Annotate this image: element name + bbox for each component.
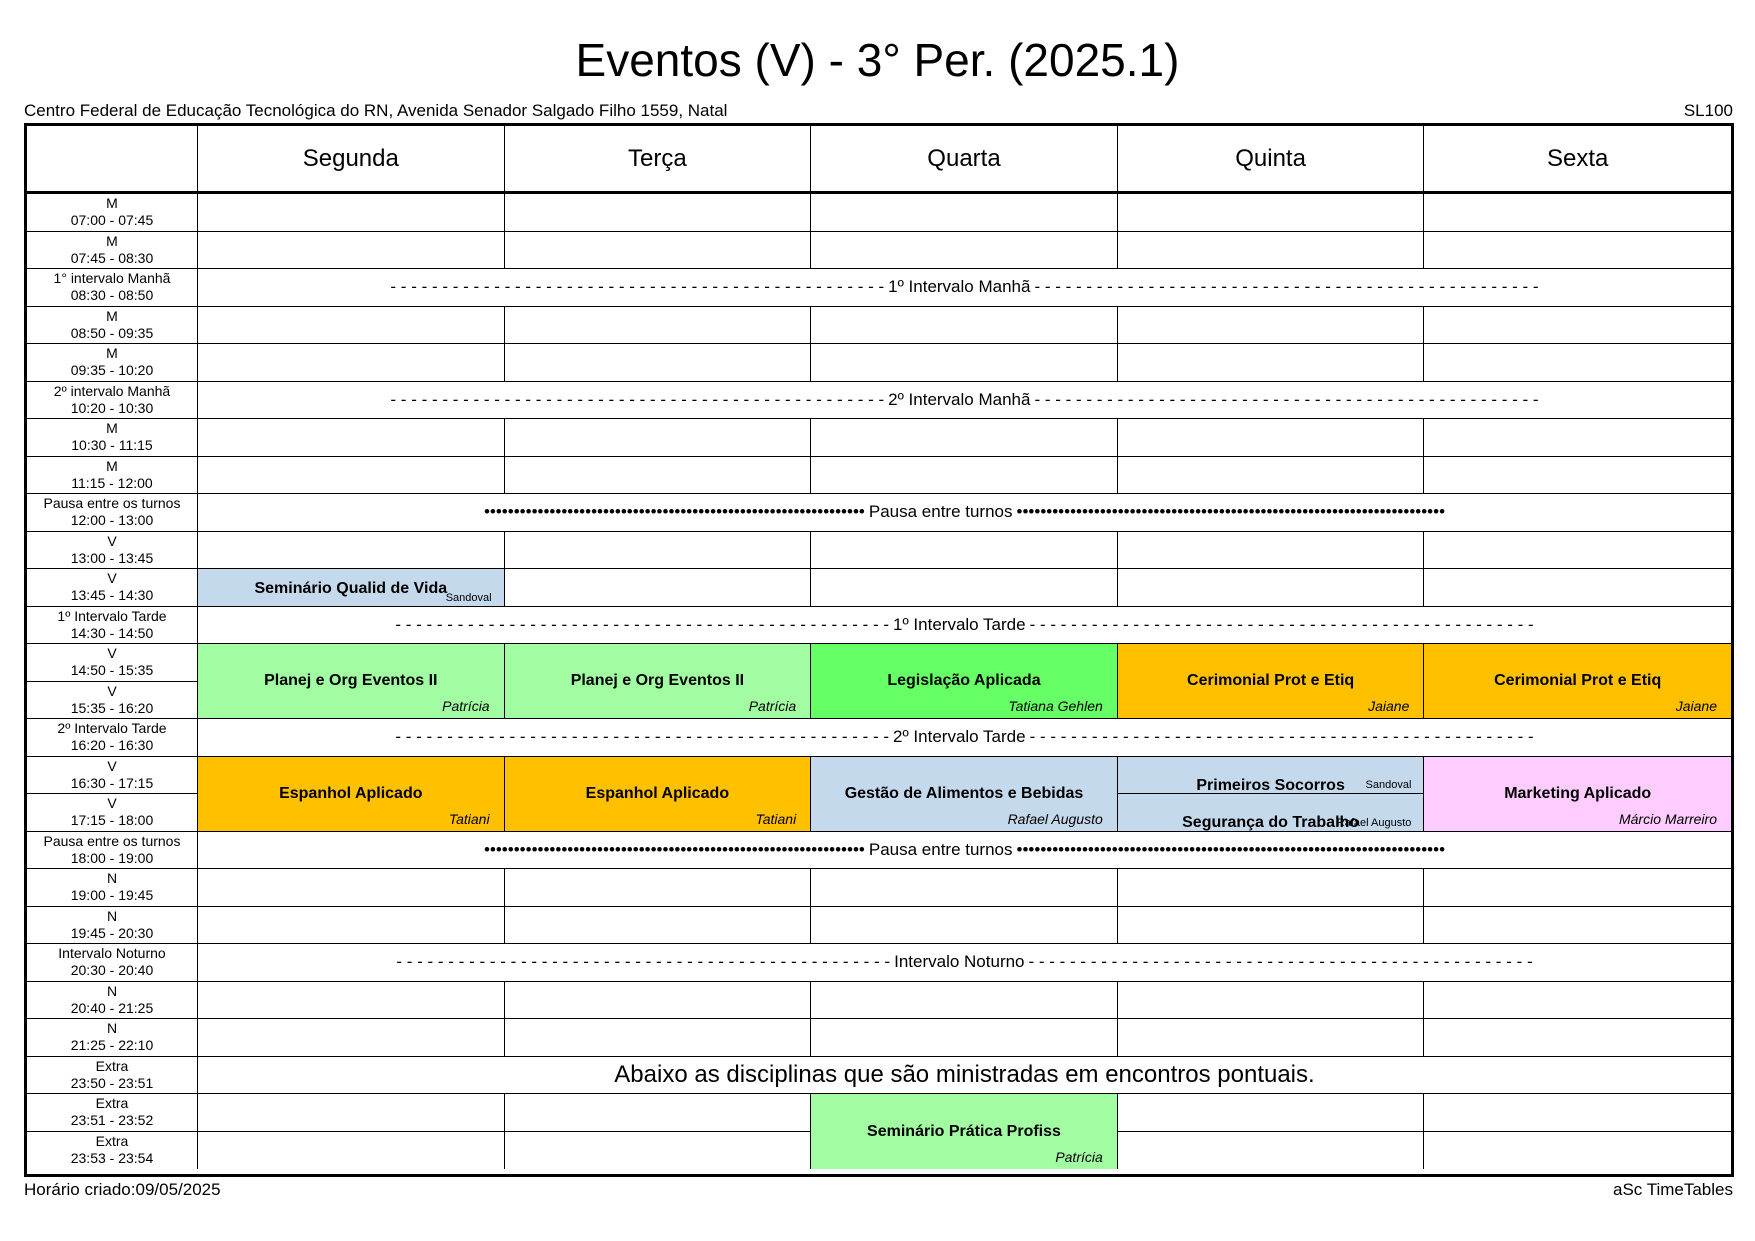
period-time: 23:53 - 23:54	[70, 1150, 154, 1167]
empty-slot[interactable]	[811, 869, 1118, 907]
period-name: N	[106, 982, 118, 999]
lesson-teacher: Patrícia	[748, 698, 797, 714]
period-time: 21:25 - 22:10	[70, 1037, 154, 1054]
lesson-subject: Seminário Qualid de Vida	[254, 580, 448, 598]
period-time: 19:00 - 19:45	[70, 887, 154, 904]
empty-slot[interactable]	[198, 907, 505, 945]
empty-slot[interactable]	[1118, 1132, 1425, 1170]
period-name: N	[106, 870, 118, 887]
lesson-teacher: Márcio Marreiro	[1618, 810, 1717, 827]
empty-slot[interactable]	[1424, 569, 1731, 607]
period-time: 16:30 - 17:15	[70, 774, 154, 791]
period-time: 20:40 - 21:25	[70, 999, 154, 1016]
period-name: M	[106, 420, 118, 437]
period-name: Intervalo Noturno	[58, 945, 166, 962]
break-filler: - - - - - - - - - - - - - - - - - - - - - - - - - - - - - - - - - - - - - - - - - - - - - - - - -	[1029, 614, 1534, 634]
break-filler: - - - - - - - - - - - - - - - - - - - - - - - - - - - - - - - - - - - - - - - - - - - - - - - -	[395, 727, 890, 747]
break-filler: ••••••••••••••••••••••••••••••••••••••••••••••••••••••••••••••••	[483, 839, 865, 859]
period-label	[27, 869, 198, 907]
day-header	[811, 126, 1118, 194]
empty-slot[interactable]	[1118, 232, 1425, 270]
empty-slot[interactable]	[1118, 457, 1425, 495]
lesson-subject: Primeiros Socorros	[1196, 776, 1345, 794]
period-label	[27, 1132, 198, 1170]
period-name: Pausa entre os turnos	[43, 832, 181, 849]
lesson-teacher: Sandoval	[445, 591, 492, 604]
period-label	[27, 907, 198, 945]
lesson-subject: Cerimonial Prot e Etiq	[1494, 672, 1662, 689]
lesson-teacher: Jaiane	[1368, 698, 1410, 714]
empty-slot[interactable]	[1424, 194, 1731, 232]
pontual-note	[198, 1057, 1731, 1095]
empty-slot[interactable]	[811, 194, 1118, 232]
empty-slot[interactable]	[1424, 532, 1731, 570]
empty-slot[interactable]	[1424, 1132, 1731, 1170]
period-time: 07:00 - 07:45	[70, 212, 154, 229]
lesson-teacher: Rafael Augusto	[1007, 810, 1103, 827]
empty-slot[interactable]	[198, 532, 505, 570]
period-name: V	[107, 795, 117, 812]
period-label	[27, 1019, 198, 1057]
empty-slot[interactable]	[198, 1019, 505, 1057]
period-time: 14:50 - 15:35	[70, 662, 154, 679]
empty-slot[interactable]	[1424, 232, 1731, 270]
school-address: Centro Federal de Educação Tecnológica do RN, Avenida Senador Salgado Filho 1559, Natal	[24, 101, 728, 120]
period-label	[27, 307, 198, 345]
empty-slot[interactable]	[198, 232, 505, 270]
break-row	[198, 269, 1731, 307]
day-header	[1424, 126, 1731, 194]
empty-slot[interactable]	[198, 307, 505, 345]
break-label: Pausa entre turnos	[868, 839, 1013, 859]
period-time: 13:00 - 13:45	[70, 549, 154, 566]
period-label	[27, 719, 198, 757]
empty-slot[interactable]	[1118, 569, 1425, 607]
lesson-subject: Espanhol Aplicado	[279, 784, 423, 802]
lesson-card[interactable]	[198, 757, 505, 832]
break-row	[198, 382, 1731, 420]
period-label	[27, 232, 198, 270]
lesson-subject: Espanhol Aplicado	[585, 784, 730, 802]
day-label: Quarta	[927, 144, 1001, 172]
empty-slot[interactable]	[505, 307, 812, 345]
period-name: M	[106, 195, 118, 212]
break-filler: ••••••••••••••••••••••••••••••••••••••••••••••••••••••••••••••••••••••••	[1016, 502, 1446, 522]
period-label	[27, 832, 198, 870]
created-date: Horário criado:09/05/2025	[24, 1180, 221, 1199]
period-label	[27, 419, 198, 457]
period-name: M	[106, 307, 118, 324]
period-label	[27, 794, 198, 832]
empty-slot[interactable]	[505, 532, 812, 570]
empty-slot[interactable]	[1118, 344, 1425, 382]
empty-slot[interactable]	[505, 1132, 812, 1170]
empty-slot[interactable]	[505, 194, 812, 232]
period-name: Extra	[95, 1133, 129, 1150]
empty-slot[interactable]	[1424, 1019, 1731, 1057]
note-text: Abaixo as disciplinas que são ministradas em encontros pontuais.	[614, 1060, 1315, 1088]
lesson-card[interactable]	[198, 644, 505, 719]
period-time: 16:20 - 16:30	[70, 737, 154, 754]
period-time: 12:00 - 13:00	[70, 512, 154, 529]
period-label	[27, 494, 198, 532]
empty-slot[interactable]	[1424, 457, 1731, 495]
period-time: 10:30 - 11:15	[71, 437, 153, 454]
empty-slot[interactable]	[1118, 1094, 1425, 1132]
period-label	[27, 757, 198, 795]
empty-slot[interactable]	[198, 1094, 505, 1132]
period-time: 23:51 - 23:52	[70, 1112, 154, 1129]
period-time: 08:30 - 08:50	[70, 287, 154, 304]
empty-slot[interactable]	[198, 419, 505, 457]
lesson-teacher: Tatiani	[448, 810, 490, 827]
break-label: Pausa entre turnos	[868, 502, 1013, 522]
period-label	[27, 457, 198, 495]
day-label: Terça	[628, 144, 687, 172]
empty-slot[interactable]	[505, 869, 812, 907]
period-label	[27, 982, 198, 1020]
period-time: 15:35 - 16:20	[70, 699, 154, 716]
period-label	[27, 344, 198, 382]
lesson-card[interactable]	[198, 569, 505, 607]
period-label	[27, 944, 198, 982]
day-label: Sexta	[1547, 144, 1609, 172]
empty-slot[interactable]	[198, 194, 505, 232]
period-name: M	[106, 457, 118, 474]
empty-slot[interactable]	[505, 569, 812, 607]
lesson-card[interactable]	[1118, 644, 1425, 719]
lesson-teacher: Patrícia	[442, 698, 490, 714]
empty-slot[interactable]	[1424, 869, 1731, 907]
lesson-teacher: Rafael Augusto	[1336, 816, 1412, 829]
period-time: 11:15 - 12:00	[71, 474, 153, 491]
lesson-card[interactable]	[811, 757, 1118, 832]
period-name: 1° intervalo Manhã	[53, 270, 171, 287]
period-label	[27, 682, 198, 720]
day-label: Quinta	[1235, 144, 1306, 172]
period-name: V	[107, 757, 117, 774]
lesson-subject: Gestão de Alimentos e Bebidas	[844, 784, 1084, 802]
lesson-card[interactable]	[505, 644, 812, 719]
break-filler: - - - - - - - - - - - - - - - - - - - - - - - - - - - - - - - - - - - - - - - - - - - - - - - - -	[1029, 727, 1534, 747]
lesson-teacher: Jaiane	[1675, 698, 1717, 714]
generator-brand: aSc TimeTables	[1613, 1180, 1733, 1199]
empty-slot[interactable]	[811, 569, 1118, 607]
empty-slot[interactable]	[811, 232, 1118, 270]
lesson-card[interactable]	[505, 757, 812, 832]
empty-slot[interactable]	[198, 982, 505, 1020]
period-name: N	[106, 1020, 118, 1037]
period-time: 13:45 - 14:30	[70, 587, 154, 604]
empty-slot[interactable]	[1118, 869, 1425, 907]
empty-slot[interactable]	[198, 1132, 505, 1170]
break-filler: - - - - - - - - - - - - - - - - - - - - - - - - - - - - - - - - - - - - - - - - - - - - - - - -	[390, 277, 885, 297]
grid-corner	[27, 126, 198, 194]
lesson-teacher: Tatiani	[755, 810, 797, 827]
room-code: SL100	[1683, 101, 1733, 120]
empty-slot[interactable]	[811, 1019, 1118, 1057]
break-row	[198, 719, 1731, 757]
break-label: Intervalo Noturno	[894, 952, 1025, 972]
period-time: 09:35 - 10:20	[70, 362, 154, 379]
day-header	[505, 126, 812, 194]
break-filler: - - - - - - - - - - - - - - - - - - - - - - - - - - - - - - - - - - - - - - - - - - - - - - - - -	[1028, 952, 1533, 972]
break-row	[198, 494, 1731, 532]
lesson-subject: Cerimonial Prot e Etiq	[1187, 672, 1355, 689]
lesson-card[interactable]	[1424, 757, 1731, 832]
timetable-grid	[24, 123, 1734, 1177]
break-filler: ••••••••••••••••••••••••••••••••••••••••••••••••••••••••••••••••	[483, 502, 865, 522]
break-filler: - - - - - - - - - - - - - - - - - - - - - - - - - - - - - - - - - - - - - - - - - - - - - - - - -	[1034, 277, 1539, 297]
empty-slot[interactable]	[505, 982, 812, 1020]
period-name: M	[106, 345, 118, 362]
lesson-card[interactable]	[1424, 644, 1731, 719]
period-time: 07:45 - 08:30	[70, 249, 154, 266]
empty-slot[interactable]	[811, 344, 1118, 382]
period-name: V	[107, 682, 117, 699]
empty-slot[interactable]	[1424, 344, 1731, 382]
empty-slot[interactable]	[811, 307, 1118, 345]
period-label	[27, 644, 198, 682]
period-label	[27, 194, 198, 232]
break-label: 1º Intervalo Tarde	[893, 614, 1026, 634]
period-name: V	[107, 532, 117, 549]
break-row	[198, 944, 1731, 982]
empty-slot[interactable]	[1424, 1094, 1731, 1132]
empty-slot[interactable]	[505, 1094, 812, 1132]
empty-slot[interactable]	[1424, 907, 1731, 945]
day-header	[198, 126, 505, 194]
lesson-subject: Legislação Aplicada	[887, 672, 1041, 689]
period-label	[27, 1057, 198, 1095]
lesson-card[interactable]	[811, 1094, 1118, 1169]
break-label: 1º Intervalo Manhã	[888, 277, 1031, 297]
empty-slot[interactable]	[505, 232, 812, 270]
page-title: Eventos (V) - 3° Per. (2025.1)	[575, 34, 1180, 86]
day-header	[1118, 126, 1425, 194]
empty-slot[interactable]	[811, 907, 1118, 945]
period-label	[27, 269, 198, 307]
period-time: 14:30 - 14:50	[70, 624, 154, 641]
empty-slot[interactable]	[1118, 982, 1425, 1020]
empty-slot[interactable]	[198, 457, 505, 495]
period-time: 10:20 - 10:30	[70, 399, 154, 416]
break-row	[198, 607, 1731, 645]
lesson-subject: Segurança do Trabalho	[1182, 814, 1360, 832]
break-row	[198, 832, 1731, 870]
period-name: V	[107, 570, 117, 587]
empty-slot[interactable]	[505, 1019, 812, 1057]
period-time: 20:30 - 20:40	[70, 962, 154, 979]
break-filler: ••••••••••••••••••••••••••••••••••••••••••••••••••••••••••••••••••••••••	[1016, 839, 1446, 859]
lesson-card[interactable]	[1118, 757, 1425, 795]
empty-slot[interactable]	[811, 982, 1118, 1020]
empty-slot[interactable]	[1118, 307, 1425, 345]
break-label: 2º Intervalo Manhã	[888, 389, 1031, 409]
empty-slot[interactable]	[1424, 307, 1731, 345]
lesson-subject: Marketing Aplicado	[1504, 784, 1652, 802]
break-filler: - - - - - - - - - - - - - - - - - - - - - - - - - - - - - - - - - - - - - - - - - - - - - - - - -	[1034, 389, 1539, 409]
day-label: Segunda	[302, 144, 399, 172]
period-name: Pausa entre os turnos	[43, 495, 181, 512]
empty-slot[interactable]	[811, 457, 1118, 495]
lesson-teacher: Sandoval	[1365, 779, 1412, 791]
empty-slot[interactable]	[811, 532, 1118, 570]
period-time: 23:50 - 23:51	[70, 1074, 154, 1091]
empty-slot[interactable]	[198, 869, 505, 907]
lesson-teacher: Patrícia	[1055, 1149, 1103, 1165]
empty-slot[interactable]	[811, 419, 1118, 457]
break-filler: - - - - - - - - - - - - - - - - - - - - - - - - - - - - - - - - - - - - - - - - - - - - - - - -	[396, 952, 891, 972]
lesson-subject: Seminário Prática Profiss	[867, 1122, 1061, 1140]
period-name: V	[107, 645, 117, 662]
period-name: 2º Intervalo Tarde	[57, 720, 167, 737]
empty-slot[interactable]	[1118, 194, 1425, 232]
period-label	[27, 607, 198, 645]
empty-slot[interactable]	[505, 344, 812, 382]
break-filler: - - - - - - - - - - - - - - - - - - - - - - - - - - - - - - - - - - - - - - - - - - - - - - - -	[395, 614, 890, 634]
lesson-subject: Planej e Org Eventos II	[570, 672, 745, 689]
empty-slot[interactable]	[1118, 419, 1425, 457]
period-time: 19:45 - 20:30	[70, 924, 154, 941]
period-label	[27, 532, 198, 570]
break-label: 2º Intervalo Tarde	[893, 727, 1026, 747]
empty-slot[interactable]	[198, 344, 505, 382]
lesson-teacher: Tatiana Gehlen	[1008, 698, 1103, 714]
period-label	[27, 382, 198, 420]
empty-slot[interactable]	[1424, 419, 1731, 457]
period-label	[27, 569, 198, 607]
period-label	[27, 1094, 198, 1132]
period-name: 1º Intervalo Tarde	[57, 607, 167, 624]
empty-slot[interactable]	[1118, 532, 1425, 570]
empty-slot[interactable]	[505, 419, 812, 457]
empty-slot[interactable]	[1424, 982, 1731, 1020]
lesson-subject: Planej e Org Eventos II	[264, 672, 438, 689]
period-name: M	[106, 232, 118, 249]
period-time: 18:00 - 19:00	[70, 849, 154, 866]
empty-slot[interactable]	[1118, 1019, 1425, 1057]
lesson-card[interactable]	[1118, 794, 1425, 832]
empty-slot[interactable]	[505, 907, 812, 945]
period-name: Extra	[95, 1057, 129, 1074]
period-time: 17:15 - 18:00	[70, 812, 154, 829]
empty-slot[interactable]	[1118, 907, 1425, 945]
period-name: N	[106, 907, 118, 924]
empty-slot[interactable]	[505, 457, 812, 495]
period-name: 2º intervalo Manhã	[53, 382, 171, 399]
break-filler: - - - - - - - - - - - - - - - - - - - - - - - - - - - - - - - - - - - - - - - - - - - - - - - -	[390, 389, 885, 409]
period-name: Extra	[95, 1095, 129, 1112]
lesson-card[interactable]	[811, 644, 1118, 719]
period-time: 08:50 - 09:35	[70, 324, 154, 341]
